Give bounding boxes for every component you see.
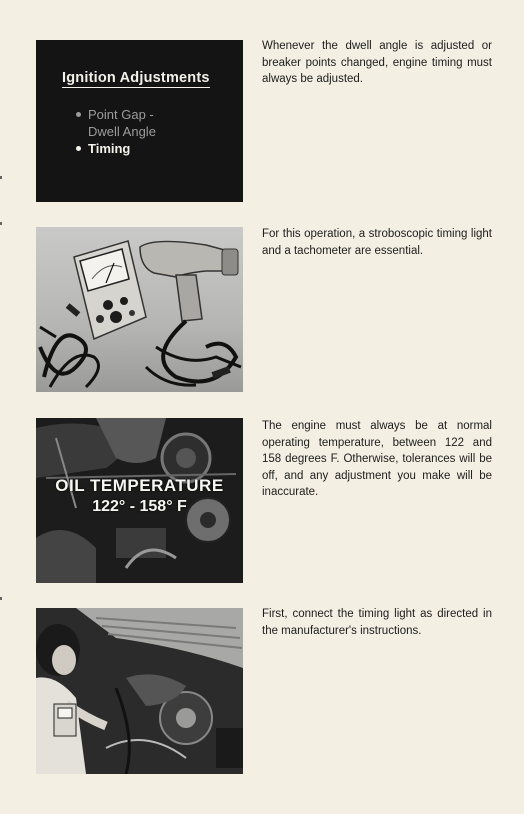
- page-edge-mark: [0, 222, 2, 225]
- page-edge-mark: [0, 597, 2, 600]
- connecting-timing-light-photo: [36, 608, 243, 774]
- timing-light-tachometer-illustration: [36, 227, 243, 392]
- bullet-icon: [76, 146, 81, 151]
- slide-item-dwell-angle: Dwell Angle: [88, 124, 156, 139]
- oil-temperature-engine-photo: [36, 418, 243, 583]
- slide-item-timing: Timing: [88, 140, 156, 157]
- caption-stroboscopic-timing-light: For this operation, a stroboscopic timing light and a tachometer are essential.: [262, 228, 492, 257]
- temperature-range-overlay-text: 122° - 158° F: [92, 498, 187, 515]
- slide-title: Ignition Adjustments: [62, 70, 210, 86]
- slide-list: [88, 106, 156, 157]
- timing-light-tachometer-photo: [36, 227, 243, 392]
- caption-connect-timing-light: First, connect the timing light as directed in the manufacturer's instructions.: [262, 608, 492, 637]
- page-edge-mark: [0, 176, 2, 179]
- caption-operating-temperature: The engine must always be at normal operating temperature, between 122 and 158 degrees F. Otherwise, tolerances will be off, and any adjustment you make will be inaccurate.: [262, 420, 492, 498]
- technician-engine-illustration: [36, 608, 243, 774]
- oil-temperature-overlay-text: OIL TEMPERATURE: [55, 476, 224, 495]
- title-slide-panel: [36, 40, 243, 202]
- slide-item-point-gap: Point Gap -: [88, 106, 156, 123]
- bullet-icon: [76, 112, 81, 117]
- caption-dwell-angle: Whenever the dwell angle is adjusted or breaker points changed, engine timing must always be adjusted.: [262, 40, 492, 85]
